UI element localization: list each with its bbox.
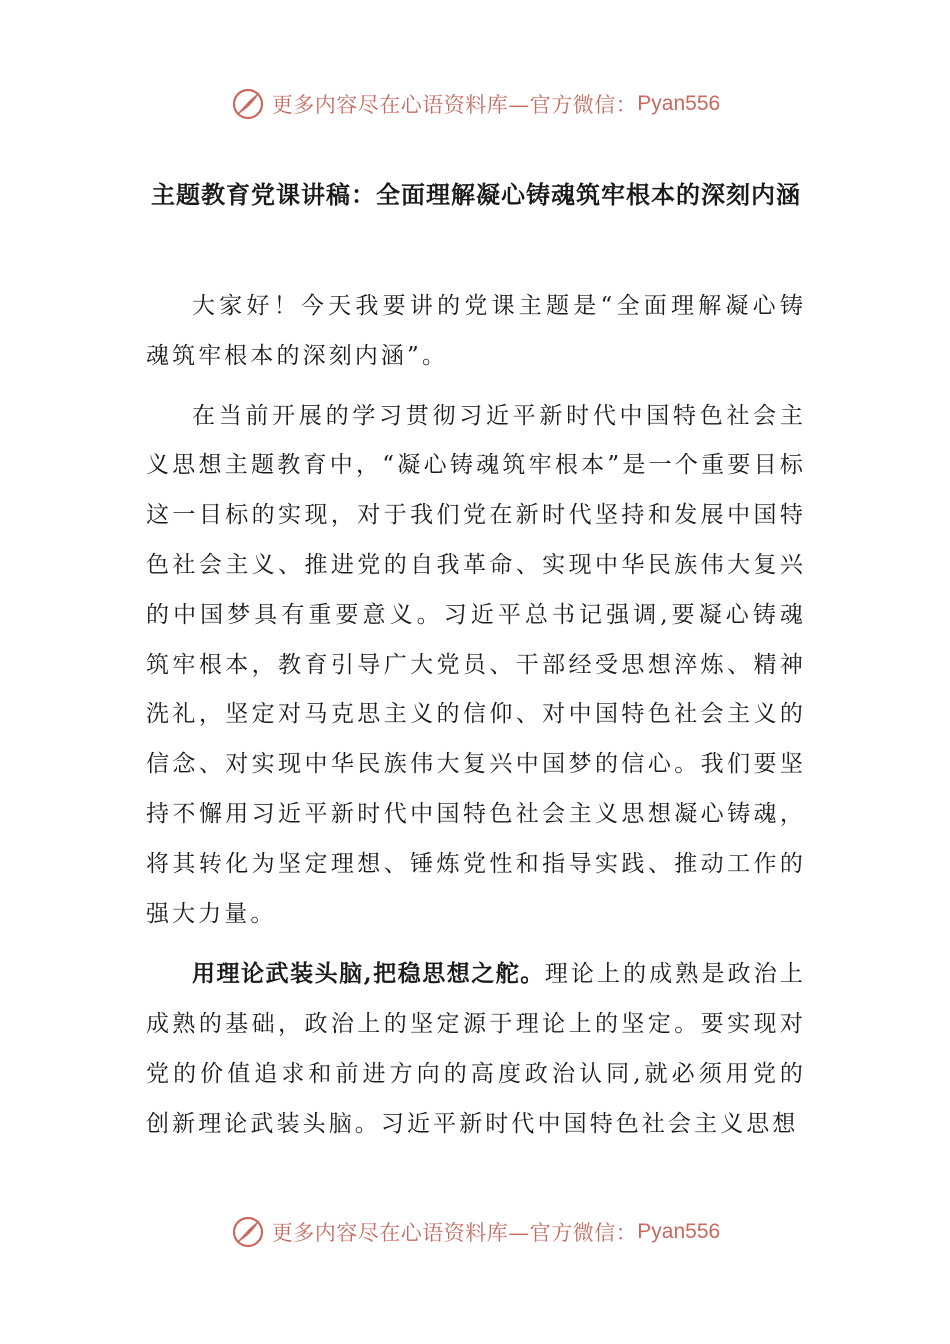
- document-title: 主题教育党课讲稿：全面理解凝心铸魂筑牢根本的深刻内涵: [151, 180, 801, 209]
- footer-banner-wechat-id: Pyan556: [637, 1220, 721, 1243]
- paragraph-2-text: 在当前开展的学习贯彻习近平新时代中国特色社会主义思想主题教育中，“凝心铸魂筑牢根本”是一个重要目标这一目标的实现，对于我们党在新时代坚持和发展中国特色社会主义、推进党的自我革命、实现中华民族伟大复兴的中国梦具有重要意义。习近平总书记强调,要凝心铸魂筑牢根本，教育引导广大党员、干部经受思想淬炼、精神洗礼，坚定对马克思主义的信仰、对中国特色社会主义的信念、对实现中华民族伟大复兴中国梦的信心。我们要坚持不懈用习近平新时代中国特色社会主义思想凝心铸魂，将其转化为坚定理想、锤炼党性和指导实践、推动工作的强大力量。: [146, 402, 806, 927]
- paragraph-1: [146, 282, 806, 382]
- paragraph-2: [146, 392, 806, 940]
- footer-banner-text: 更多内容尽在心语资料库—官方微信：: [271, 1221, 638, 1245]
- footer-watermark-banner: [0, 1210, 950, 1254]
- paragraph-3-text: 理论上的成熟是政治上成熟的基础，政治上的坚定源于理论上的坚定。要实现对党的价值追求和前进方向的高度政治认同,就必须用党的创新理论武装头脑。习近平新时代中国特色社会主义思想: [146, 961, 806, 1137]
- quill-logo-icon: [230, 1214, 266, 1250]
- header-watermark-banner: [0, 82, 950, 126]
- paragraph-3-lead: 用理论武装头脑,把稳思想之舵。: [192, 960, 545, 988]
- header-banner-text: 更多内容尽在心语资料库—官方微信：: [271, 93, 638, 117]
- quill-logo-icon: [230, 86, 266, 122]
- header-banner-wechat-id: Pyan556: [637, 92, 721, 115]
- document-body: [146, 282, 806, 1160]
- paragraph-1-text: 大家好！今天我要讲的党课主题是“全面理解凝心铸魂筑牢根本的深刻内涵”。: [146, 293, 806, 369]
- paragraph-3: [146, 949, 806, 1149]
